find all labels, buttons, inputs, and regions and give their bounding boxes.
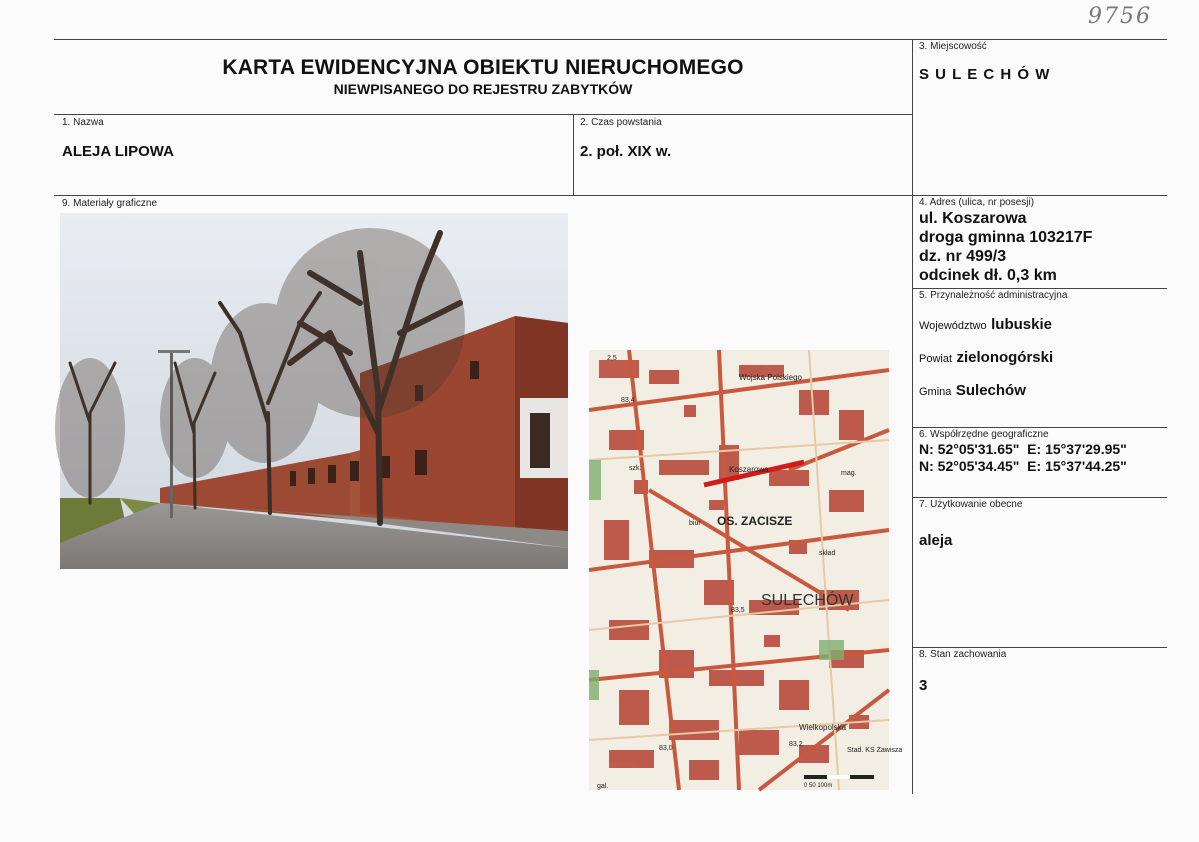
map-scale-label: 0 50 100m (804, 783, 833, 789)
stan-label: 8. Stan zachowania (919, 649, 1007, 660)
map-label-sklad: skład (819, 550, 836, 557)
adres-line-4: odcinek dł. 0,3 km (919, 267, 1057, 284)
sec8-top-border (912, 647, 1167, 648)
adres-line-2: droga gminna 103217F (919, 229, 1093, 246)
map-label-height-5: 2,5 (607, 355, 617, 362)
header-bottom-border (54, 114, 912, 115)
row1-bottom-border (54, 195, 1167, 196)
map-label-street-wielkopolska: Wielkopolska (799, 723, 847, 732)
gmina-label: Gmina (919, 386, 952, 398)
czas-label: 2. Czas powstania (580, 117, 662, 128)
wspolrzedne-line-2: N: 52°05'34.45" E: 15°37'44.25" (919, 458, 1127, 474)
materialy-label: 9. Materiały graficzne (62, 198, 158, 209)
wojewodztwo-row (919, 316, 1052, 334)
gmina-row (919, 382, 1026, 400)
uzytkowanie-label: 7. Użytkowanie obecne (919, 499, 1023, 510)
stan-value: 3 (919, 677, 928, 694)
map-label-height-4: 83,4 (621, 397, 635, 404)
location-map (589, 350, 903, 790)
map-label-biur: biur (689, 520, 701, 527)
map-label-zacisze: OS. ZACISZE (717, 514, 793, 528)
name-date-divider (573, 114, 574, 195)
right-column-divider (912, 39, 913, 794)
card-title: KARTA EWIDENCYJNA OBIEKTU NIERUCHOMEGO (222, 56, 744, 79)
sec7-top-border (912, 497, 1167, 498)
adres-label: 4. Adres (ulica, nr posesji) (919, 197, 1035, 208)
powiat-value: zielonogórski (956, 349, 1054, 366)
map-label-mag: mag. (841, 470, 857, 477)
wojewodztwo-label: Województwo (919, 320, 987, 332)
nazwa-value: ALEJA LIPOWA (62, 143, 174, 160)
wspolrzedne-line-1: N: 52°05'31.65" E: 15°37'29.95" (919, 441, 1127, 457)
miejscowosc-label: 3. Miejscowość (919, 41, 987, 52)
gmina-value: Sulechów (955, 382, 1026, 399)
top-border (54, 39, 1167, 40)
map-label-street-koszarowa: Koszarowa (729, 465, 769, 474)
avenue-photo (60, 213, 568, 569)
powiat-row (919, 349, 1053, 367)
miejscowosc-value: S U L E C H Ó W (919, 66, 1051, 83)
sec6-top-border (912, 427, 1167, 428)
map-label-szk: szk. (629, 465, 642, 472)
map-label-town: SULECHÓW (761, 592, 854, 609)
czas-value: 2. poł. XIX w. (580, 143, 672, 160)
map-label-street-wojska: Wojska Polskiego (739, 373, 802, 382)
card-subtitle: NIEWPISANEGO DO REJESTRU ZABYTKÓW (333, 81, 633, 97)
map-label-gal: gal. (597, 783, 609, 790)
przynaleznosc-label: 5. Przynależność administracyjna (919, 290, 1068, 301)
uzytkowanie-value: aleja (919, 532, 953, 549)
wspolrzedne-label: 6. Współrzędne geograficzne (919, 429, 1049, 440)
map-label-height-3: 83,5 (731, 607, 745, 614)
adres-line-1: ul. Koszarowa (919, 210, 1027, 227)
map-label-height-2: 83,0 (659, 745, 673, 752)
map-label-height-1: 83,2 (789, 741, 803, 748)
adres-line-3: dz. nr 499/3 (919, 248, 1007, 265)
powiat-label: Powiat (919, 353, 953, 365)
catalog-number: 9756 (1088, 4, 1152, 29)
map-label-stadium: Stad. KS Zawisza (847, 747, 903, 754)
sec5-top-border (912, 288, 1167, 289)
wojewodztwo-value: lubuskie (991, 316, 1052, 333)
nazwa-label: 1. Nazwa (62, 117, 104, 128)
